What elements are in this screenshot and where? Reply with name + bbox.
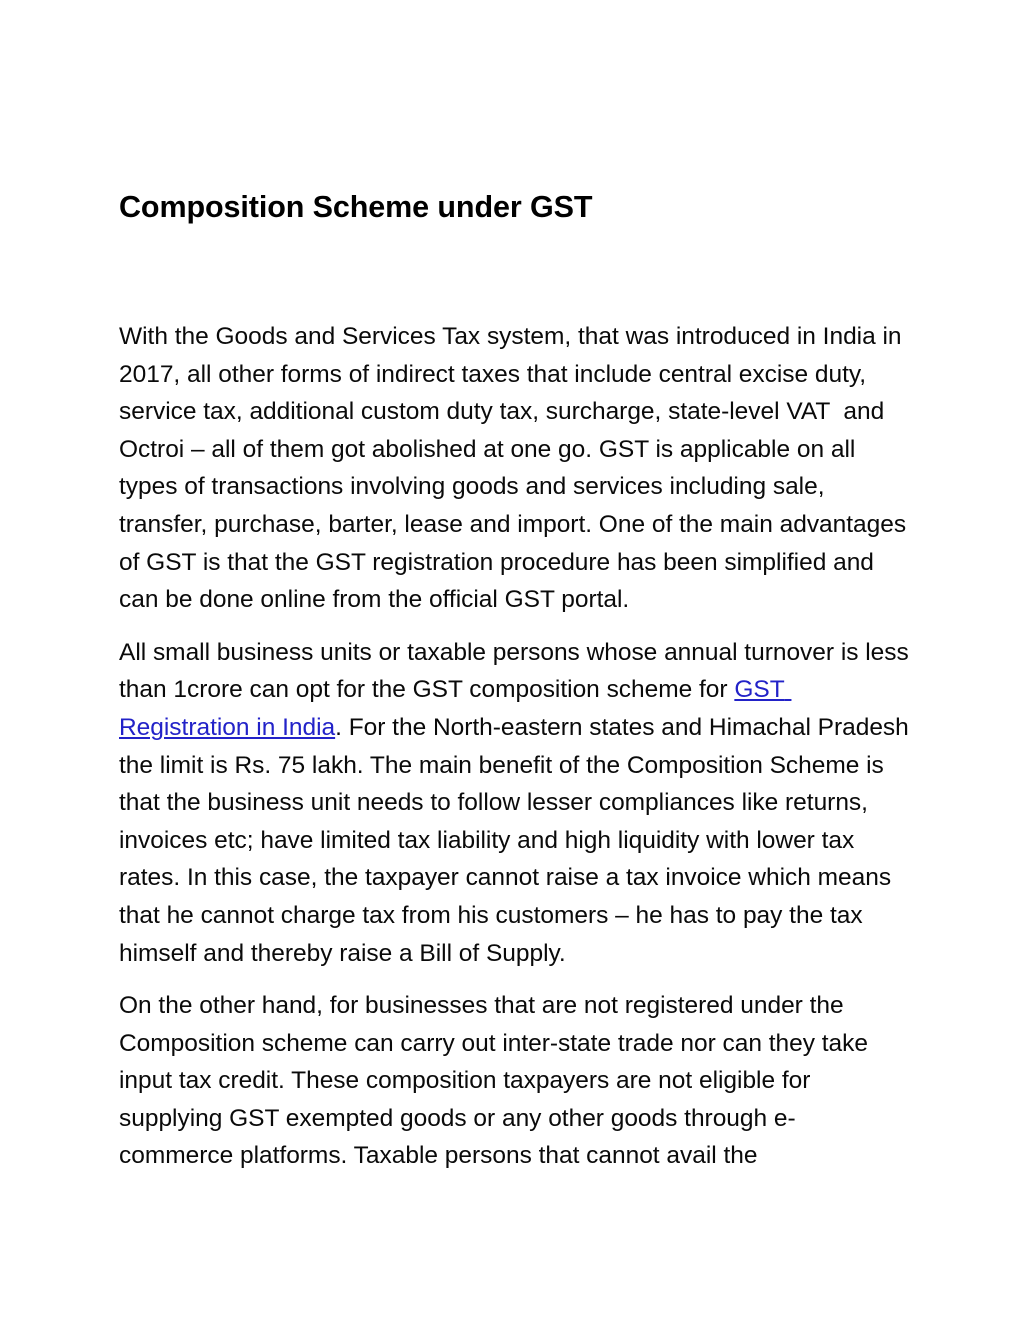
document-body	[119, 318, 916, 1175]
paragraph-2	[119, 634, 916, 972]
paragraph-2-text-before-link: All small business units or taxable persons whose annual turnover is less than 1crore can opt for the GST composition scheme for	[119, 638, 916, 704]
paragraph-2-text-after-link: . For the North-eastern states and Himachal Pradesh the limit is Rs. 75 lakh. The main benefit of the Composition Scheme is that the business unit needs to follow lesser compliances like returns, invoices etc; have limited tax liability and high liquidity with lower tax rates. In this case, the taxpayer cannot raise a tax invoice which means that he cannot charge tax from his customers – he has to pay the tax himself and thereby raise a Bill of Supply.	[119, 713, 916, 967]
paragraph-3: On the other hand, for businesses that are not registered under the Composition scheme can carry out inter-state trade nor can they take input tax credit. These composition taxpayers are not eligible for supplying GST exempted goods or any other goods through e-commerce platforms. Taxable persons that cannot avail the	[119, 992, 875, 1170]
page-title: Composition Scheme under GST	[119, 190, 593, 224]
paragraph-1: With the Goods and Services Tax system, that was introduced in India in 2017, all other forms of indirect taxes that include central excise duty, service tax, additional custom duty tax, surcharge, state-level VAT and Octroi – all of them got abolished at one go. GST is applicable on all types of transactions involving goods and services including sale, transfer, purchase, barter, lease and import. One of the main advantages of GST is that the GST registration procedure has been simplified and can be done online from the official GST portal.	[119, 323, 913, 614]
gst-registration-in-india-link[interactable]: GST Registration in India	[119, 676, 792, 741]
